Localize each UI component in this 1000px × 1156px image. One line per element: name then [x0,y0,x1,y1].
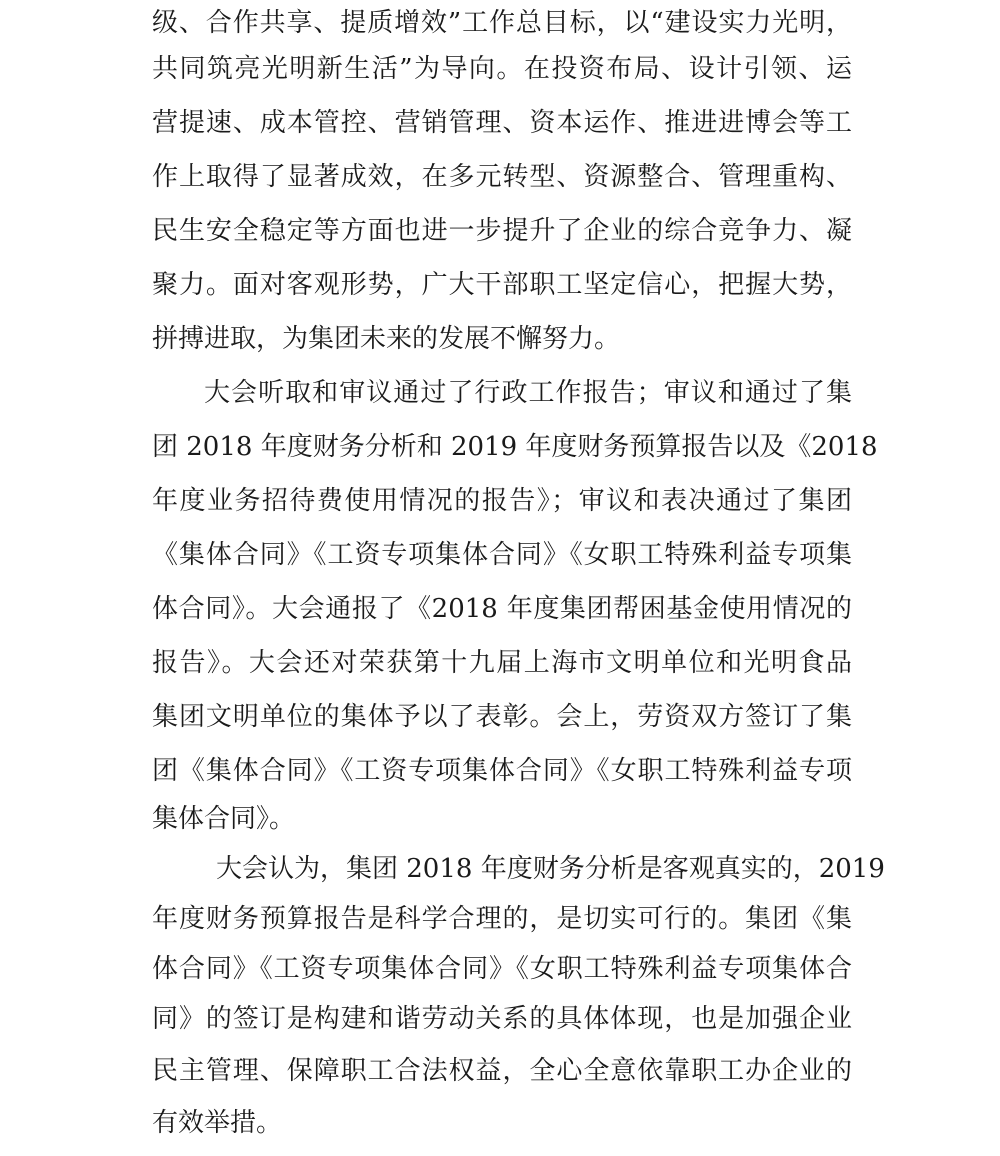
paragraph-3-line-3: 体合同》《工资专项集体合同》《女职工特殊利益专项集体合 [152,954,852,984]
paragraph-3-line-5: 民主管理、保障职工合法权益，全心全意依靠职工办企业的 [152,1056,852,1086]
paragraph-1-line-5: 民生安全稳定等方面也进一步提升了企业的综合竞争力、凝 [152,216,852,246]
paragraph-1-line-6: 聚力。面对客观形势，广大干部职工坚定信心，把握大势， [152,270,852,300]
paragraph-2-line-2: 团 2018 年度财务分析和 2019 年度财务预算报告以及《2018 [152,432,878,462]
paragraph-1-line-1: 级、合作共享、提质增效”工作总目标，以“建设实力光明， [152,8,852,38]
paragraph-2-line-6: 报告》。大会还对荣获第十九届上海市文明单位和光明食品 [152,648,852,678]
paragraph-2-line-5: 体合同》。大会通报了《2018 年度集团帮困基金使用情况的 [152,594,852,624]
paragraph-1-line-7: 拼搏进取，为集团未来的发展不懈努力。 [152,324,621,354]
paragraph-2-line-9: 集体合同》。 [152,804,296,834]
paragraph-3-line-6: 有效举措。 [152,1108,283,1138]
paragraph-3-line-4: 同》的签订是构建和谐劳动关系的具体体现，也是加强企业 [152,1004,852,1034]
paragraph-2-line-8: 团《集体合同》《工资专项集体合同》《女职工特殊利益专项 [152,756,852,786]
paragraph-2-line-3: 年度业务招待费使用情况的报告》；审议和表决通过了集团 [152,486,852,516]
paragraph-3-line-2: 年度财务预算报告是科学合理的，是切实可行的。集团《集 [152,904,852,934]
paragraph-3-line-1: 大会认为，集团 2018 年度财务分析是客观真实的，2019 [216,854,885,884]
paragraph-2-line-7: 集团文明单位的集体予以了表彰。会上，劳资双方签订了集 [152,702,852,732]
paragraph-2-line-4: 《集体合同》《工资专项集体合同》《女职工特殊利益专项集 [152,540,852,570]
paragraph-1-line-3: 营提速、成本管控、营销管理、资本运作、推进进博会等工 [152,108,852,138]
paragraph-2-line-1: 大会听取和审议通过了行政工作报告；审议和通过了集 [204,378,852,408]
paragraph-1-line-4: 作上取得了显著成效，在多元转型、资源整合、管理重构、 [152,162,852,192]
paragraph-1-line-2: 共同筑亮光明新生活”为导向。在投资布局、设计引领、运 [152,54,852,84]
